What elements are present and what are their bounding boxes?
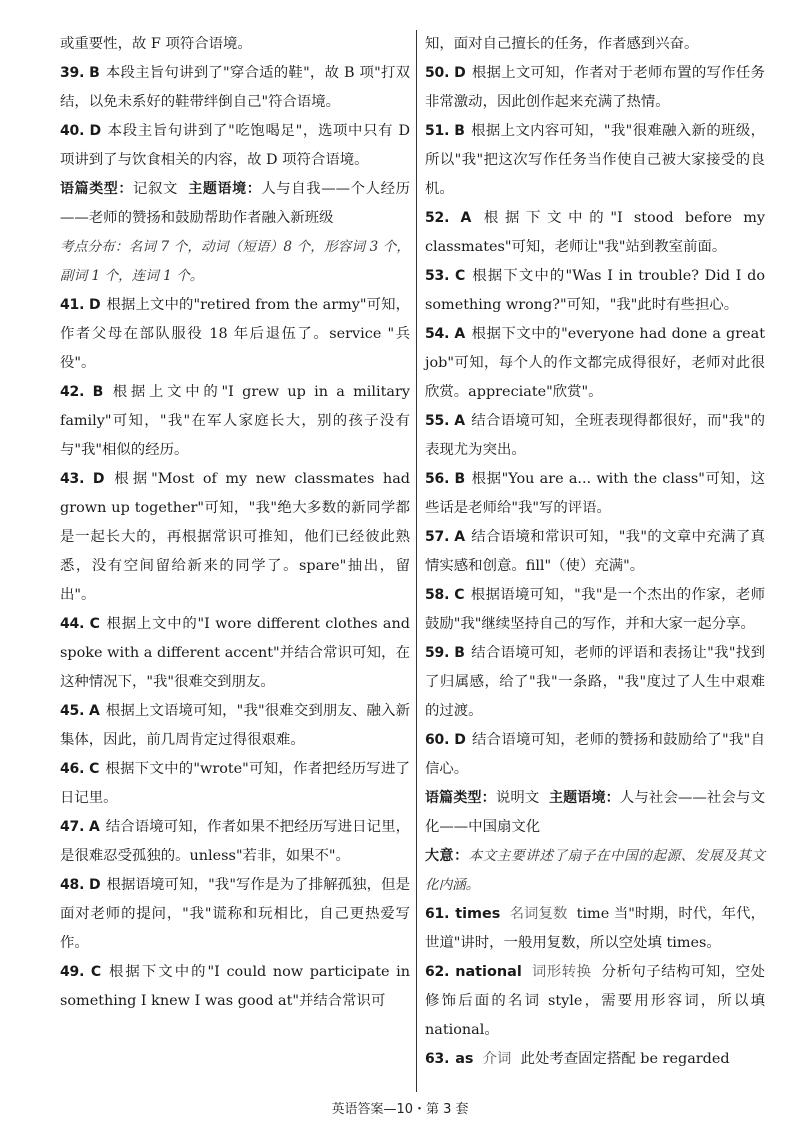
answer-word: national (455, 964, 522, 980)
answer-number: 42. B (60, 384, 104, 400)
answer-58 (425, 581, 765, 639)
answer-number: 63. (425, 1051, 450, 1067)
answer-39 (60, 59, 410, 117)
answer-number: 39. B (60, 65, 100, 81)
answer-explanation: 此处考查固定搭配 be regarded (520, 1051, 730, 1067)
passage-summary (425, 842, 765, 900)
answer-number: 48. D (60, 877, 101, 893)
answer-number: 40. D (60, 123, 101, 139)
answer-number: 45. A (60, 703, 100, 719)
answer-explanation: 根据上文中的"retired from the army"可知，作者父母在部队服役 18 年后退伍了。service "兵役"。 (60, 297, 410, 371)
theme-label: 主题语境： (188, 181, 262, 197)
answer-60 (425, 726, 765, 784)
answer-62 (425, 958, 765, 1045)
answer-48 (60, 871, 410, 958)
answer-number: 62. (425, 964, 450, 980)
answer-56 (425, 465, 765, 523)
answer-explanation: 分析句子结构可知，空处修饰后面的名词 style，需要用形容词，所以填 national。 (425, 964, 765, 1038)
right-top-text: 知，面对自己擅长的任务，作者感到兴奋。 (425, 36, 699, 52)
answer-explanation: 根据下文中的"everyone had done a great job"可知，每个人的作文都完成得很好，老师对此很欣赏。appreciate"欣赏"。 (425, 326, 765, 400)
summary-label: 大意： (425, 848, 469, 864)
answer-41 (60, 291, 410, 378)
passage-type-label: 语篇类型： (60, 181, 133, 197)
passage-type: 记叙文 (133, 181, 178, 197)
answer-52 (425, 204, 765, 262)
answer-number: 58. C (425, 587, 465, 603)
passage-type: 说明文 (495, 790, 540, 806)
answer-explanation: 本段主旨句讲到了"吃饱喝足"，选项中只有 D 项讲到了与饮食相关的内容，故 D 项符合语境。 (60, 123, 410, 168)
answer-explanation: 根据上文语境可知，"我"很难交到朋友、融入新集体，因此，前几周肯定过得很艰难。 (60, 703, 410, 748)
answer-explanation: 根据下文中的"I stood before my classmates"可知，老师让"我"站到教室前面。 (425, 210, 766, 255)
answer-number: 59. B (425, 645, 465, 661)
answer-explanation: 根据上文可知，作者对于老师布置的写作任务非常激动，因此创作起来充满了热情。 (425, 65, 765, 110)
answer-number: 55. A (425, 413, 465, 429)
answer-61 (425, 900, 765, 958)
answer-word: as (455, 1051, 474, 1067)
summary-text: 本文主要讲述了扇子在中国的起源、发展及其文化内涵。 (425, 848, 766, 893)
answer-47 (60, 813, 410, 871)
answer-number: 52. A (425, 210, 472, 226)
answer-number: 51. B (425, 123, 465, 139)
answer-tag: 名词复数 (509, 906, 568, 922)
answer-explanation: 根据上文中的"I wore different clothes and spoke with a different accent"并结合常识可知，在这种情况下，"我"很难交到朋友。 (60, 616, 410, 690)
answer-explanation: 根据下文中的"wrote"可知，作者把经历写进了日记里。 (60, 761, 410, 806)
answer-tag: 词形转换 (531, 964, 592, 980)
answer-43 (60, 465, 410, 610)
answer-53 (425, 262, 765, 320)
answer-explanation: 结合语境可知，老师的评语和表扬让"我"找到了归属感，给了"我"一条路，"我"度过了人生中艰难的过渡。 (425, 645, 765, 719)
answer-number: 57. A (425, 529, 465, 545)
theme-text: 人与社会——社会与文化——中国扇文化 (425, 790, 765, 835)
answer-explanation: 结合语境可知，老师的赞扬和鼓励给了"我"自信心。 (425, 732, 765, 777)
answer-tag: 介词 (482, 1051, 512, 1067)
answer-63 (425, 1045, 765, 1074)
answer-explanation: 根据"You are a... with the class"可知，这些话是老师给"我"写的评语。 (425, 471, 765, 516)
answer-number: 46. C (60, 761, 100, 777)
answer-49 (60, 958, 410, 1016)
answer-number: 49. C (60, 964, 101, 980)
answer-explanation: 结合语境可知，作者如果不把经历写进日记里，是很难忍受孤独的。unless"若非，如果不"。 (60, 819, 410, 864)
answer-explanation: 结合语境可知，全班表现得都很好，而"我"的表现尤为突出。 (425, 413, 765, 458)
answer-number: 43. D (60, 471, 105, 487)
answer-explanation: 本段主旨句讲到了"穿合适的鞋"，故 B 项"打双结，以免未系好的鞋带绊倒自己"符合语境。 (60, 65, 410, 110)
answer-explanation: 根据上文内容可知，"我"很难融入新的班级，所以"我"把这次写作任务当作使自己被大家接受的良机。 (425, 123, 765, 197)
answer-explanation: 结合语境和常识可知，"我"的文章中充满了真情实感和创意。fill"（使）充满"。 (425, 529, 765, 574)
page-footer: 英语答案—10・第 3 套 (331, 1102, 469, 1117)
answer-59 (425, 639, 765, 726)
passage-type-label: 语篇类型： (425, 790, 496, 806)
answer-explanation: 根据下文中的"I could now participate in something I knew I was good at"并结合常识可 (60, 964, 410, 1009)
answer-number: 61. (425, 906, 450, 922)
answer-45 (60, 697, 410, 755)
answer-number: 56. B (425, 471, 465, 487)
answer-explanation: 根据语境可知，"我"是一个杰出的作家，老师鼓励"我"继续坚持自己的写作，并和大家一起分享。 (425, 587, 765, 632)
theme-label: 主题语境： (548, 790, 620, 806)
answer-explanation: time 当"时期，时代，年代，世道"讲时，一般用复数，所以空处填 times。 (425, 906, 765, 951)
answer-44 (60, 610, 410, 697)
answer-number: 53. C (425, 268, 466, 284)
answer-number: 47. A (60, 819, 100, 835)
answer-explanation: 根据语境可知，"我"写作是为了排解孤独，但是面对老师的提问，"我"谎称和玩相比，自己更热爱写作。 (60, 877, 410, 951)
answer-number: 54. A (425, 326, 466, 342)
answer-57 (425, 523, 765, 581)
answer-explanation: 根据上文中的"I grew up in a military family"可知，"我"在军人家庭长大，别的孩子没有与"我"相似的经历。 (60, 384, 410, 458)
left-top-text: 或重要性，故 F 项符合语境。 (60, 36, 252, 52)
answer-number: 60. D (425, 732, 466, 748)
answer-number: 44. C (60, 616, 100, 632)
answer-51 (425, 117, 765, 204)
answer-explanation: 根据"Most of my new classmates had grown up together"可知，"我"绝大多数的新同学都是一起长大的，再根据常识可推知，他们已经彼此熟悉，没有空间留给新来的同学了。spare"抽出，留出"。 (60, 471, 410, 603)
answer-explanation: 根据下文中的"Was I in trouble? Did I do something wrong?"可知，"我"此时有些担心。 (425, 268, 765, 313)
answer-40 (60, 117, 410, 175)
answer-54 (425, 320, 765, 407)
answer-55 (425, 407, 765, 465)
passage-meta (425, 784, 765, 842)
answer-word: times (455, 906, 501, 922)
answer-number: 50. D (425, 65, 466, 81)
answer-50 (425, 59, 765, 117)
answer-46 (60, 755, 410, 813)
column-divider (416, 30, 417, 1092)
kaodian-distribution: 考点分布：名词 7 个，动词（短语）8 个，形容词 3 个，副词 1 个，连词 1 个。 (60, 239, 410, 284)
passage-meta (60, 175, 410, 233)
answer-42 (60, 378, 410, 465)
answer-number: 41. D (60, 297, 101, 313)
left-column (60, 30, 410, 1016)
right-column (425, 30, 765, 1074)
theme-text: 人与自我——个人经历——老师的赞扬和鼓励帮助作者融入新班级 (60, 181, 410, 226)
